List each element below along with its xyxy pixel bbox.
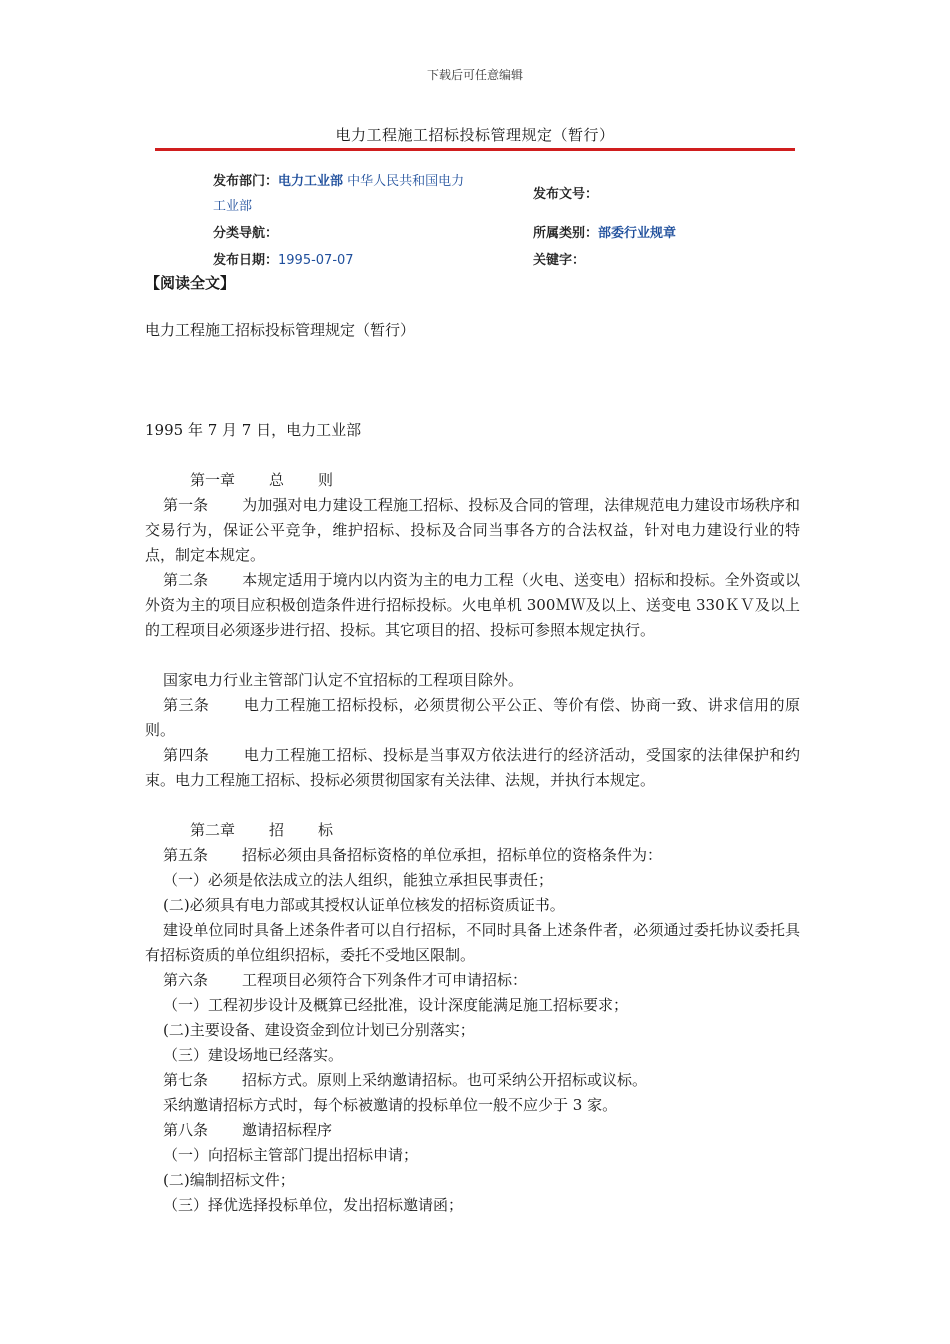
title-divider [155, 148, 795, 151]
article-text: 为加强对电力建设工程施工招标、投标及合同的管理，法律规范电力建设市场秩序和交易行为，保证公平竞争，维护招标、投标及合同当事各方的合法权益，针对电力建设行业的特点，制定本规定。 [145, 496, 800, 564]
article-8 [163, 1118, 332, 1143]
meta-dept-cont [213, 195, 252, 214]
read-full-link[interactable]: 【阅读全文】 [145, 274, 236, 292]
article-1 [145, 493, 800, 568]
article-text: 邀请招标程序 [242, 1121, 333, 1139]
article-5 [163, 843, 662, 868]
chapter-word: 总 [269, 471, 285, 489]
dept-link-prc[interactable]: 中华人民共和国电力 [347, 174, 465, 189]
article-7 [163, 1068, 647, 1093]
dept-link-ministry[interactable]: 电力工业部 [278, 174, 344, 189]
article-text: 电力工程施工招标、投标是当事双方依法进行的经济活动，受国家的法律保护和约束。电力工程施工招标、投标必须贯彻国家有关法律、法规，并执行本规定。 [145, 746, 800, 789]
article-text: 工程项目必须符合下列条件才可申请招标： [242, 971, 528, 989]
article-6-item-3: （三）建设场地已经落实。 [163, 1046, 344, 1064]
type-link[interactable]: 部委行业规章 [598, 226, 677, 241]
article-text: 本规定适用于境内以内资为主的电力工程（火电、送变电）招标和投标。全外资或以外资为主的项目应积极创造条件进行招标投标。火电单机 300ＭＷ及以上、送变电 330ＫＶ及以上的工程项目必须逐步进行招、投标。其它项目的招、投标可参照本规定执行。 [145, 571, 800, 639]
meta-type [533, 222, 676, 241]
article-number: 第三条 [163, 696, 210, 714]
meta-category [213, 222, 278, 241]
article-5-item-2: (二)必须具有电力部或其授权认证单位核发的招标资质证书。 [163, 896, 565, 914]
date-label: 发布日期： [213, 253, 279, 268]
type-label: 所属类别： [533, 226, 599, 241]
meta-docno [533, 183, 598, 202]
meta-date [213, 249, 354, 268]
article-text: 招标必须由具备招标资格的单位承担，招标单位的资格条件为： [242, 846, 663, 864]
dept-link-prc-cont[interactable]: 工业部 [213, 199, 253, 214]
dateline: 1995 年 7 月 7 日，电力工业部 [145, 421, 362, 439]
article-2-exception: 国家电力行业主管部门认定不宜招标的工程项目除外。 [163, 671, 524, 689]
chapter-1-heading [190, 468, 333, 493]
docno-label: 发布文号： [533, 187, 599, 202]
category-label: 分类导航： [213, 226, 279, 241]
article-number: 第五条 [163, 846, 209, 864]
chapter-word: 则 [318, 471, 334, 489]
chapter-2-heading [190, 818, 333, 843]
body-title: 电力工程施工招标投标管理规定（暂行） [145, 321, 416, 339]
article-3 [145, 693, 800, 743]
keyword-label: 关键字： [533, 253, 586, 268]
chapter-word: 标 [318, 821, 334, 839]
article-7-paragraph: 采纳邀请招标方式时，每个标被邀请的投标单位一般不应少于 3 家。 [163, 1096, 618, 1114]
article-text: 电力工程施工招标投标，必须贯彻公平公正、等价有偿、协商一致、讲求信用的原则。 [145, 696, 800, 739]
article-8-item-1: （一）向招标主管部门提出招标申请； [163, 1146, 419, 1164]
chapter-number: 第二章 [190, 821, 236, 839]
article-number: 第七条 [163, 1071, 209, 1089]
article-8-item-2: (二)编制招标文件； [163, 1171, 295, 1189]
article-6 [163, 968, 527, 993]
article-2 [145, 568, 800, 643]
page-title: 电力工程施工招标投标管理规定（暂行） [335, 126, 615, 144]
article-number: 第六条 [163, 971, 209, 989]
article-6-item-2: (二)主要设备、建设资金到位计划已分别落实； [163, 1021, 475, 1039]
article-number: 第一条 [163, 496, 209, 514]
article-6-item-1: （一）工程初步设计及概算已经批准，设计深度能满足施工招标要求； [163, 996, 629, 1014]
article-8-item-3: （三）择优选择投标单位，发出招标邀请函； [163, 1196, 464, 1214]
article-number: 第八条 [163, 1121, 209, 1139]
article-text: 招标方式。原则上采纳邀请招标。也可采纳公开招标或议标。 [242, 1071, 648, 1089]
article-4 [145, 743, 800, 793]
article-5-paragraph: 建设单位同时具备上述条件者可以自行招标，不同时具备上述条件者，必须通过委托协议委托具有招标资质的单位组织招标，委托不受地区限制。 [145, 921, 800, 964]
meta-dept [213, 170, 464, 189]
date-value: 1995-07-07 [278, 253, 354, 268]
article-number: 第四条 [163, 746, 210, 764]
article-number: 第二条 [163, 571, 209, 589]
chapter-number: 第一章 [190, 471, 236, 489]
dept-label: 发布部门： [213, 174, 279, 189]
header-note: 下载后可任意编辑 [426, 68, 523, 82]
article-5-item-1: （一）必须是依法成立的法人组织，能独立承担民事责任； [163, 871, 554, 889]
chapter-word: 招 [269, 821, 285, 839]
meta-keyword [533, 249, 585, 268]
